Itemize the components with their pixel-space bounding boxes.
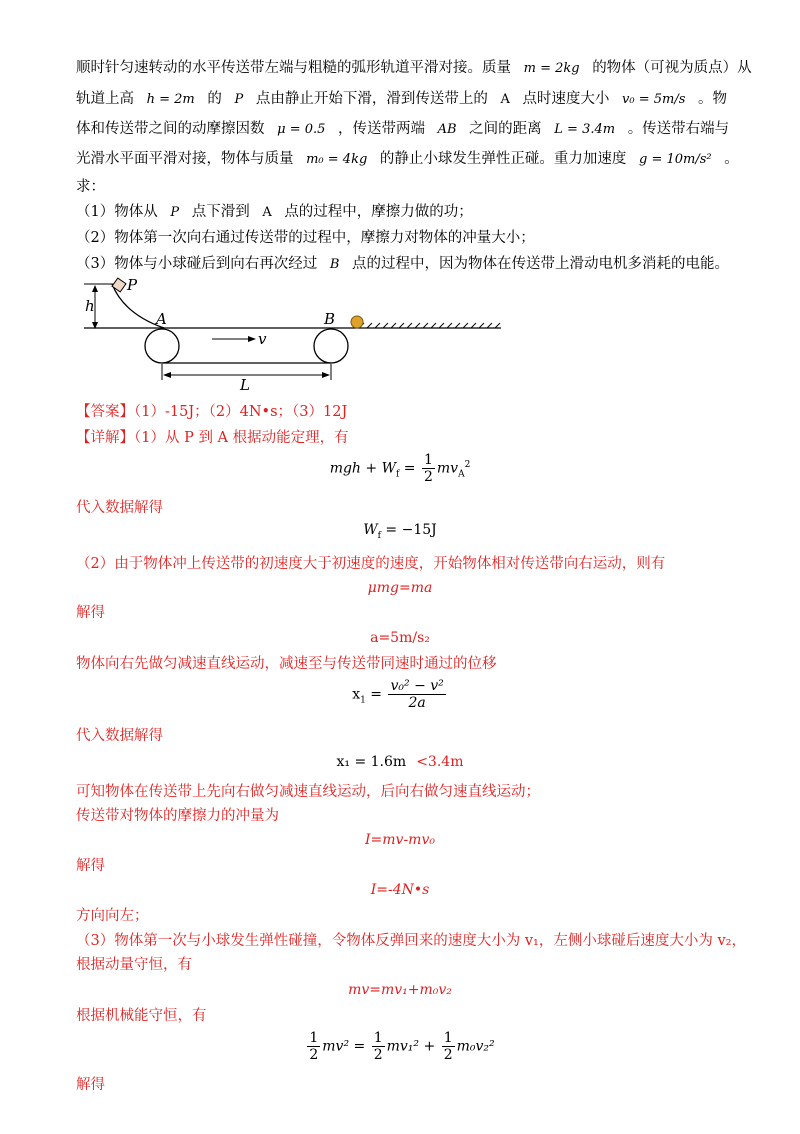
text: 。传送带右端与 bbox=[627, 121, 730, 137]
text: 之间的距离 bbox=[469, 121, 542, 137]
detail-line-11: （3）物体第一次与小球发生弹性碰撞，令物体反弹回来的速度大小为 v₁，左侧小球碰后速度大小为 v₂， bbox=[76, 933, 746, 949]
text: 体和传送带之间的动摩擦因数 bbox=[76, 121, 265, 137]
formula-gravity: g = 10m/s² bbox=[639, 152, 712, 167]
label-B: B bbox=[324, 310, 336, 328]
point-P: P bbox=[234, 92, 244, 107]
fraction-denominator: 2 bbox=[309, 1047, 319, 1063]
equation-8: I=-4N•s bbox=[370, 882, 430, 898]
equation-10 bbox=[0, 1030, 800, 1063]
equation-3: μmg=ma bbox=[367, 580, 433, 596]
question-3 bbox=[76, 254, 729, 275]
detail-tag: 【详解】 bbox=[76, 430, 134, 446]
eq-part: = bbox=[349, 1038, 370, 1055]
text: 点的过程中，因为物体在传送带上滑动电机多消耗的电能。 bbox=[352, 256, 730, 272]
text: 点由静止开始下滑，滑到传送带上的 bbox=[255, 91, 488, 107]
problem-line-1 bbox=[76, 58, 752, 79]
fraction bbox=[422, 452, 435, 485]
label-L: L bbox=[240, 376, 250, 392]
problem-line-5: 求： bbox=[76, 179, 105, 195]
detail-line-9: 解得 bbox=[76, 858, 105, 874]
question-2: （2）物体第一次向右通过传送带的过程中，摩擦力对物体的冲量大小； bbox=[76, 230, 535, 246]
equation-7: I=mv-mv₀ bbox=[365, 832, 435, 848]
eq-part: x₁ = 1.6m bbox=[336, 754, 407, 770]
eq-sub: A bbox=[458, 469, 465, 480]
ground-hatch bbox=[359, 323, 500, 328]
answer-line bbox=[76, 402, 347, 422]
point-A: A bbox=[262, 205, 272, 220]
point-B: B bbox=[329, 257, 340, 272]
detail-line-8: 传送带对物体的摩擦力的冲量为 bbox=[76, 808, 279, 824]
detail-line-1 bbox=[76, 428, 349, 448]
fraction-numerator: 1 bbox=[423, 452, 433, 468]
text: （1）物体从 bbox=[76, 204, 158, 220]
detail-text: （1）从 P 到 A 根据动能定理，有 bbox=[134, 430, 349, 446]
eq-sub: 1 bbox=[360, 695, 366, 706]
text: 点时速度大小 bbox=[522, 91, 610, 107]
fraction bbox=[307, 1030, 320, 1063]
left-pulley bbox=[145, 329, 179, 363]
formula-height: h = 2m bbox=[146, 92, 195, 107]
detail-line-10: 方向向左； bbox=[76, 908, 149, 924]
equation-9: mv=mv₁+m₀v₂ bbox=[348, 982, 452, 998]
problem-line-4 bbox=[76, 149, 739, 170]
detail-line-12: 根据动量守恒，有 bbox=[76, 957, 192, 973]
problem-line-2 bbox=[76, 89, 727, 110]
dim-arrow-right bbox=[322, 372, 330, 378]
fraction-denominator: 2 bbox=[423, 469, 433, 485]
fraction-numerator: 1 bbox=[443, 1030, 453, 1046]
right-pulley bbox=[314, 329, 348, 363]
detail-line-6: 代入数据解得 bbox=[76, 728, 163, 744]
eq-part: W bbox=[363, 522, 378, 538]
height-arrowhead-top bbox=[92, 285, 98, 292]
eq-part: = −15J bbox=[380, 522, 437, 538]
formula-mass: m = 2kg bbox=[523, 61, 580, 76]
label-P: P bbox=[127, 276, 138, 294]
detail-line-5: 物体向右先做匀减速直线运动，减速至与传送带同速时通过的位移 bbox=[76, 656, 497, 672]
velocity-arrowhead bbox=[248, 336, 256, 342]
detail-line-14: 解得 bbox=[76, 1077, 105, 1093]
detail-line-3: （2）由于物体冲上传送带的初速度大于初速度的速度，开始物体相对传送带向右运动，则有 bbox=[76, 556, 666, 572]
text: 的物体（可视为质点）从 bbox=[592, 60, 752, 76]
text: 轨道上高 bbox=[76, 91, 134, 107]
text: 点的过程中，摩擦力做的功； bbox=[284, 204, 473, 220]
answer-text: （1）-15J；（2）4N•s；（3）12J bbox=[134, 404, 348, 420]
ball-icon bbox=[351, 316, 363, 328]
eq-sup: 2 bbox=[464, 459, 471, 470]
eq-part: mv₁² bbox=[386, 1038, 420, 1055]
label-A: A bbox=[156, 310, 167, 328]
equation-6 bbox=[0, 754, 800, 770]
equation-5 bbox=[0, 678, 800, 711]
fraction-denominator: 2 bbox=[373, 1047, 383, 1063]
formula-length: L = 3.4m bbox=[554, 122, 616, 137]
formula-ball-mass: m₀ = 4kg bbox=[306, 152, 368, 167]
fraction-denominator: 2a bbox=[408, 695, 426, 711]
eq-sub: f bbox=[377, 530, 381, 541]
eq-part: mv bbox=[436, 460, 459, 477]
point-A: A bbox=[500, 92, 510, 107]
eq-part: m₀v₂² bbox=[456, 1038, 495, 1055]
eq-sub: f bbox=[395, 469, 400, 480]
fraction bbox=[442, 1030, 455, 1063]
eq-part: mgh + W bbox=[329, 460, 396, 477]
eq-part: mv² bbox=[322, 1038, 350, 1055]
formula-velocity: v₀ = 5m/s bbox=[622, 92, 686, 107]
equation-1 bbox=[0, 452, 800, 485]
fraction-numerator: 1 bbox=[373, 1030, 383, 1046]
eq-part: = bbox=[365, 686, 387, 703]
problem-line-3 bbox=[76, 119, 729, 140]
text: ，传送带两端 bbox=[338, 121, 425, 137]
eq-part: + bbox=[419, 1038, 440, 1055]
dim-arrow-left bbox=[163, 372, 171, 378]
equation-4: a=5m/s₂ bbox=[370, 630, 430, 646]
question-1 bbox=[76, 202, 473, 223]
fraction-numerator: v₀² − v² bbox=[390, 678, 444, 694]
fraction bbox=[372, 1030, 385, 1063]
label-h: h bbox=[85, 297, 95, 315]
text: 的 bbox=[207, 91, 222, 107]
text: 顺时针匀速转动的水平传送带左端与粗糙的弧形轨道平滑对接。质量 bbox=[76, 60, 511, 76]
detail-line-4: 解得 bbox=[76, 605, 105, 621]
text: 。物 bbox=[698, 91, 728, 107]
text: 光滑水平面平滑对接，物体与质量 bbox=[76, 151, 294, 167]
formula-friction: μ = 0.5 bbox=[277, 122, 326, 137]
eq-part: x bbox=[352, 686, 361, 703]
segment-AB: AB bbox=[437, 122, 457, 137]
fraction-denominator: 2 bbox=[443, 1047, 453, 1063]
answer-tag: 【答案】 bbox=[76, 404, 134, 420]
detail-line-13: 根据机械能守恒，有 bbox=[76, 1008, 207, 1024]
text: 的静止小球发生弹性正碰。重力加速度 bbox=[379, 151, 627, 167]
detail-line-2: 代入数据解得 bbox=[76, 500, 163, 516]
text: 点下滑到 bbox=[191, 204, 250, 220]
eq-part: = bbox=[399, 460, 420, 477]
fraction bbox=[388, 678, 445, 711]
point-P: P bbox=[170, 205, 180, 220]
eq-compare: <3.4m bbox=[416, 754, 464, 770]
equation-2 bbox=[0, 522, 800, 541]
text: 。 bbox=[724, 151, 739, 167]
text: （3）物体与小球碰后到向右再次经过 bbox=[76, 256, 318, 272]
conveyor-figure bbox=[76, 276, 506, 392]
label-v: v bbox=[258, 330, 267, 348]
fraction-numerator: 1 bbox=[309, 1030, 319, 1046]
detail-line-7: 可知物体在传送带上先向右做匀减速直线运动，后向右做匀速直线运动； bbox=[76, 784, 540, 800]
